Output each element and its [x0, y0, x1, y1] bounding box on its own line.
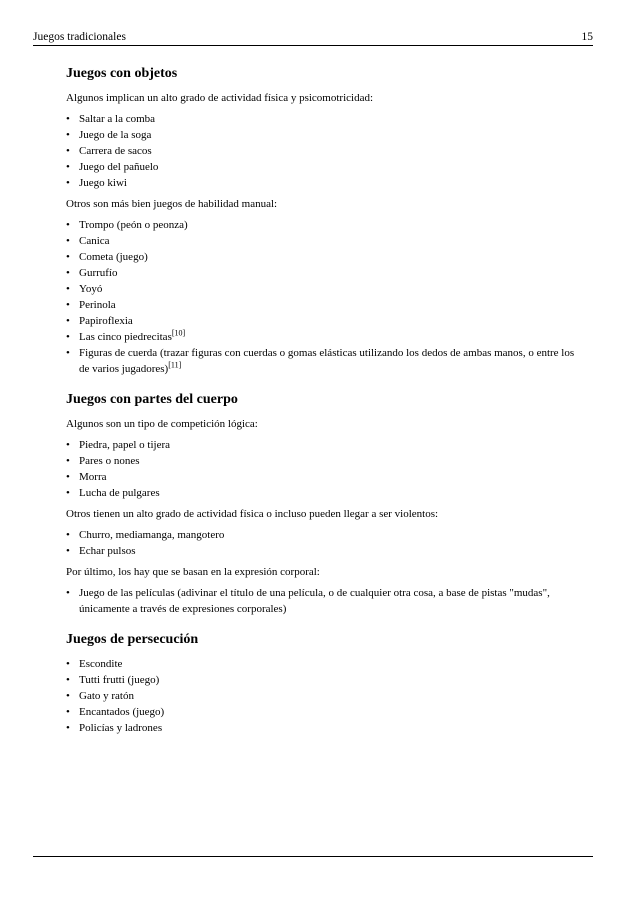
list-item-text: Figuras de cuerda (trazar figuras con cuerdas o gomas elásticas utilizando los dedos de ambas manos, o entre los de varios jugadores): [79, 347, 575, 375]
page-number: 15: [581, 31, 593, 43]
section: [66, 65, 576, 377]
bullet-icon: •: [66, 487, 70, 499]
section: [66, 631, 576, 736]
bullet-icon: •: [66, 471, 70, 483]
list-item: [66, 345, 576, 377]
list-item-text: Yoyó: [79, 283, 103, 295]
list-item-text: Tutti frutti (juego): [79, 674, 160, 686]
list-item: [66, 453, 576, 469]
list-item: [66, 527, 576, 543]
bullet-icon: •: [66, 529, 70, 541]
intro-paragraph: Algunos son un tipo de competición lógica:: [66, 418, 258, 430]
list-item-text: Juego del pañuelo: [79, 161, 159, 173]
page-header: [33, 30, 593, 46]
bullet-icon: •: [66, 251, 70, 263]
list-item: [66, 175, 576, 191]
list-item-text: Trompo (peón o peonza): [79, 219, 188, 231]
running-title: Juegos tradicionales: [33, 31, 126, 43]
list-item-text: Carrera de sacos: [79, 145, 152, 157]
bullet-list: [66, 111, 576, 191]
bullet-icon: •: [66, 161, 70, 173]
intro-paragraph: Por último, los hay que se basan en la expresión corporal:: [66, 566, 320, 578]
bullet-icon: •: [66, 129, 70, 141]
bullet-list: [66, 217, 576, 377]
intro-paragraph: Algunos implican un alto grado de actividad física y psicomotricidad:: [66, 92, 374, 104]
list-item: [66, 585, 576, 617]
bullet-icon: •: [66, 439, 70, 451]
bullet-icon: •: [66, 283, 70, 295]
bullet-icon: •: [66, 690, 70, 702]
list-item-text: Juego kiwi: [79, 177, 127, 189]
bullet-list: [66, 437, 576, 501]
list-item: [66, 469, 576, 485]
bullet-icon: •: [66, 235, 70, 247]
list-item: [66, 217, 576, 233]
bullet-list: [66, 527, 576, 559]
list-item-text: Echar pulsos: [79, 545, 136, 557]
list-item: [66, 329, 576, 345]
section-heading: Juegos con partes del cuerpo: [66, 392, 238, 407]
list-item: [66, 672, 576, 688]
bullet-list: [66, 585, 576, 617]
page-content: [66, 65, 576, 741]
list-item-text: Juego de la soga: [79, 129, 152, 141]
bullet-icon: •: [66, 113, 70, 125]
intro-paragraph: Otros son más bien juegos de habilidad manual:: [66, 198, 278, 210]
intro-paragraph: Otros tienen un alto grado de actividad física o incluso pueden llegar a ser violentos:: [66, 508, 439, 520]
list-item: [66, 143, 576, 159]
list-item: [66, 688, 576, 704]
list-item-text: Papiroflexia: [79, 315, 133, 327]
list-item: [66, 233, 576, 249]
section-heading: Juegos con objetos: [66, 66, 178, 81]
bullet-icon: •: [66, 706, 70, 718]
bullet-icon: •: [66, 299, 70, 311]
bullet-icon: •: [66, 722, 70, 734]
list-item-text: Perinola: [79, 299, 116, 311]
list-item-text: Gato y ratón: [79, 690, 134, 702]
bullet-icon: •: [66, 315, 70, 327]
list-item: [66, 485, 576, 501]
bullet-icon: •: [66, 331, 70, 343]
list-item-text: Gurrufío: [79, 267, 118, 279]
list-item: [66, 704, 576, 720]
bullet-icon: •: [66, 545, 70, 557]
list-item: [66, 111, 576, 127]
list-item-text: Las cinco piedrecitas: [79, 331, 172, 343]
list-item: [66, 437, 576, 453]
bullet-list: [66, 656, 576, 736]
list-item: [66, 127, 576, 143]
section: [66, 391, 576, 617]
list-item-text: Piedra, papel o tijera: [79, 439, 171, 451]
list-item-text: Pares o nones: [79, 455, 140, 467]
list-item-text: Churro, mediamanga, mangotero: [79, 529, 225, 541]
list-item-text: Canica: [79, 235, 110, 247]
bullet-icon: •: [66, 674, 70, 686]
bullet-icon: •: [66, 658, 70, 670]
list-item-text: Saltar a la comba: [79, 113, 156, 125]
bullet-icon: •: [66, 347, 70, 359]
list-item-text: Cometa (juego): [79, 251, 148, 263]
section-heading: Juegos de persecución: [66, 632, 199, 647]
bullet-icon: •: [66, 587, 70, 599]
list-item-text: Juego de las películas (adivinar el título de una película, o de cualquier otra cosa, a base de pistas "mudas", únicamente a través de expresiones corporales): [79, 587, 550, 615]
list-item: [66, 313, 576, 329]
list-item: [66, 720, 576, 736]
footer-rule: [33, 856, 593, 857]
bullet-icon: •: [66, 455, 70, 467]
reference-link[interactable]: [10]: [171, 328, 186, 338]
list-item-text: Morra: [79, 471, 107, 483]
list-item-text: Escondite: [79, 658, 123, 670]
list-item: [66, 656, 576, 672]
list-item: [66, 159, 576, 175]
list-item: [66, 249, 576, 265]
list-item: [66, 543, 576, 559]
bullet-icon: •: [66, 177, 70, 189]
bullet-icon: •: [66, 145, 70, 157]
bullet-icon: •: [66, 267, 70, 279]
list-item-text: Lucha de pulgares: [79, 487, 160, 499]
reference-link[interactable]: [11]: [168, 360, 182, 370]
bullet-icon: •: [66, 219, 70, 231]
list-item: [66, 297, 576, 313]
list-item: [66, 281, 576, 297]
list-item: [66, 265, 576, 281]
list-item-text: Encantados (juego): [79, 706, 165, 718]
list-item-text: Policías y ladrones: [79, 722, 163, 734]
